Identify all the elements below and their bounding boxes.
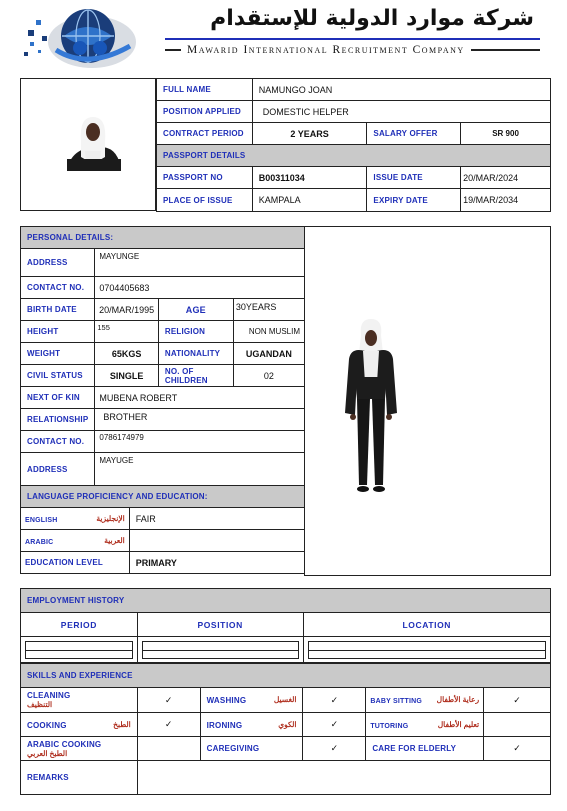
religion-value: NON MUSLIM (233, 321, 304, 343)
arabic-label-cell (21, 530, 130, 552)
employment-history-grid (20, 588, 551, 663)
skill-elderly-label: CARE FOR ELDERLY (366, 737, 484, 761)
english-label-cell (21, 508, 130, 530)
full-body-photo-frame (304, 226, 551, 576)
education-label: EDUCATION LEVEL (21, 552, 130, 574)
address-label: ADDRESS (21, 249, 95, 277)
skill-ironing-ar: الكوي (278, 719, 297, 729)
skill-arabic-cooking-ar: الطبخ العربي (27, 748, 68, 758)
skill-cooking-ar: الطبخ (113, 719, 131, 729)
position-label: POSITION APPLIED (157, 101, 253, 123)
skill-washing (200, 688, 303, 713)
skill-cleaning-ar: التنظيف (27, 700, 53, 709)
skill-babysitting (366, 688, 484, 713)
contact-label: CONTACT NO. (21, 277, 95, 299)
children-value: 02 (233, 365, 304, 387)
skill-ironing-label: IRONING (206, 720, 243, 730)
col-position: POSITION (137, 613, 303, 637)
skill-tutoring-label: TUTORING (370, 722, 409, 730)
col-location: LOCATION (303, 613, 551, 637)
relationship-value: BROTHER (95, 409, 305, 431)
skill-ironing-check: ✓ (303, 713, 366, 737)
skill-washing-check: ✓ (303, 688, 366, 713)
personal-details-grid (20, 226, 305, 574)
skill-ironing (200, 713, 303, 737)
company-english-text: Mawarid International Recruitment Company (187, 44, 465, 56)
next-of-kin-value: MUBENA ROBERT (95, 387, 305, 409)
skill-cooking (21, 713, 138, 737)
full-name-label: FULL NAME (157, 79, 253, 101)
header-dash-right (471, 49, 540, 51)
passport-details-header: PASSPORT DETAILS (157, 145, 551, 167)
face-photo-frame (20, 78, 156, 211)
skill-cooking-label: COOKING (27, 720, 67, 730)
height-value: 155 (95, 321, 158, 343)
relationship-label: RELATIONSHIP (21, 409, 95, 431)
skill-washing-label: WASHING (206, 696, 247, 705)
employment-row-position (137, 637, 303, 663)
arabic-label: ARABIC (25, 538, 54, 546)
english-label-ar: الإنجليزية (96, 513, 125, 523)
skill-caregiving-check: ✓ (303, 737, 366, 761)
skills-header: SKILLS AND EXPERIENCE (21, 664, 551, 688)
skill-arabic-cooking-label: ARABIC COOKING (27, 739, 102, 749)
kin-contact-value: 0786174979 (95, 431, 305, 453)
employment-row-period (21, 637, 138, 663)
remarks-label: REMARKS (21, 761, 138, 795)
position-value: DOMESTIC HELPER (252, 101, 550, 123)
passport-no-label: PASSPORT NO (157, 167, 253, 189)
top-info-grid (156, 78, 551, 211)
salary-label: SALARY OFFER (367, 123, 461, 145)
age-label: AGE (158, 299, 233, 321)
header-rule (165, 38, 540, 40)
language-header: LANGUAGE PROFICIENCY AND EDUCATION: (21, 486, 305, 508)
skill-tutoring (366, 713, 484, 737)
contract-label: CONTRACT PERIOD (157, 123, 253, 145)
skill-elderly-check: ✓ (484, 737, 551, 761)
issue-date-label: ISSUE DATE (367, 167, 461, 189)
next-of-kin-label: NEXT OF KIN (21, 387, 95, 409)
full-body-photo (305, 227, 550, 575)
arabic-value (129, 530, 304, 552)
weight-value: 65KGS (95, 343, 158, 365)
expiry-date-label: EXPIRY DATE (367, 189, 461, 212)
kin-contact-label: CONTACT NO. (21, 431, 95, 453)
face-photo (21, 79, 155, 210)
kin-address-label: ADDRESS (21, 453, 95, 486)
skill-tutoring-ar: تعليم الأطفال (437, 719, 480, 729)
civil-status-label: CIVIL STATUS (21, 365, 95, 387)
height-label: HEIGHT (21, 321, 95, 343)
skill-cleaning (21, 688, 138, 713)
skill-cooking-check: ✓ (137, 713, 200, 737)
address-value: MAYUNGE (95, 249, 305, 277)
arabic-label-ar: العربية (104, 535, 125, 545)
skill-caregiving-label: CAREGIVING (200, 737, 303, 761)
employment-row-location (303, 637, 551, 663)
nationality-label: NATIONALITY (158, 343, 233, 365)
religion-label: RELIGION (158, 321, 233, 343)
place-of-issue-label: PLACE OF ISSUE (157, 189, 253, 212)
salary-value: SR 900 (461, 123, 551, 145)
english-value: FAIR (129, 508, 304, 530)
company-english-name (165, 42, 540, 58)
skill-cleaning-check: ✓ (137, 688, 200, 713)
company-logo (22, 6, 140, 74)
place-of-issue-value: KAMPALA (252, 189, 367, 212)
children-label: NO. OF CHILDREN (158, 365, 233, 387)
expiry-date-value: 19/MAR/2034 (461, 189, 551, 212)
passport-no-value: B00311034 (252, 167, 367, 189)
skill-babysitting-ar: رعاية الأطفال (436, 695, 480, 704)
contact-value: 0704405683 (95, 277, 305, 299)
personal-details-header: PERSONAL DETAILS: (21, 227, 305, 249)
skill-arabic-cooking (21, 737, 138, 761)
weight-label: WEIGHT (21, 343, 95, 365)
nationality-value: UGANDAN (233, 343, 304, 365)
header-dash-left (165, 49, 181, 51)
full-name-value: NAMUNGO JOAN (252, 79, 550, 101)
education-value: PRIMARY (129, 552, 304, 574)
skill-cleaning-label: CLEANING (27, 691, 71, 700)
birth-date-label: BIRTH DATE (21, 299, 95, 321)
issue-date-value: 20/MAR/2024 (461, 167, 551, 189)
skill-babysitting-label: BABY SITTING (370, 698, 422, 705)
skill-babysitting-check: ✓ (484, 688, 551, 713)
birth-date-value: 20/MAR/1995 (95, 299, 158, 321)
company-arabic-name: شركة موارد الدولية للإستقدام (210, 6, 534, 31)
age-value: 30YEARS (233, 299, 304, 321)
civil-status-value: SINGLE (95, 365, 158, 387)
employment-history-header: EMPLOYMENT HISTORY (21, 589, 551, 613)
skills-grid (20, 663, 551, 795)
english-label: ENGLISH (25, 516, 58, 524)
contract-value: 2 YEARS (252, 123, 367, 145)
skill-tutoring-empty (484, 713, 551, 737)
col-period: PERIOD (21, 613, 138, 637)
remarks-value (137, 761, 550, 795)
skill-arabic-cooking-empty (137, 737, 200, 761)
skill-washing-ar: الغسيل (273, 695, 297, 704)
kin-address-value: MAYUGE (95, 453, 305, 486)
